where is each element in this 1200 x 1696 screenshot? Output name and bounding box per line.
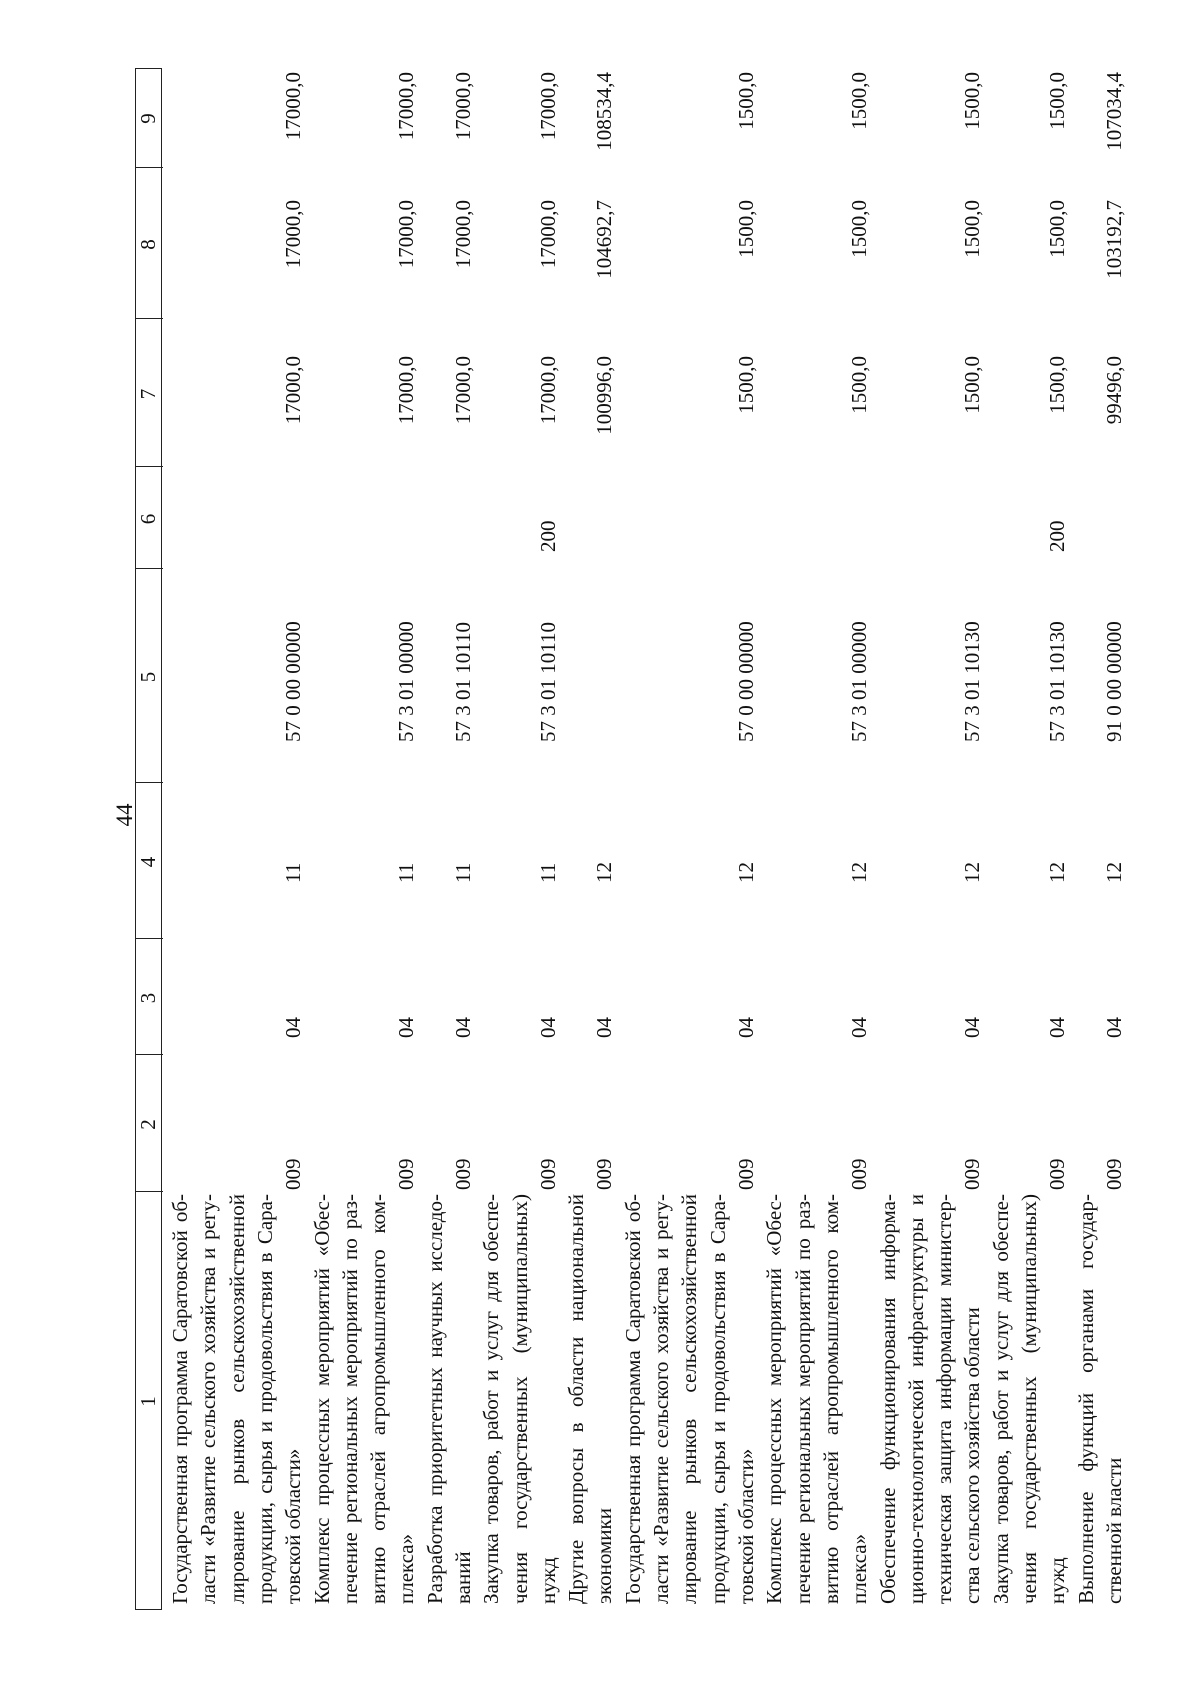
column-header: 3 — [136, 992, 160, 1004]
cell-col-8: 17000,0 — [281, 200, 306, 269]
table-row — [760, 68, 873, 1610]
row-name-line: Обеспечение функционирования информа- — [875, 1194, 900, 1604]
cell-col-4: 12 — [592, 862, 617, 883]
table-row — [166, 68, 308, 1610]
cell-col-9: 1500,0 — [733, 72, 758, 130]
cell-col-8: 1500,0 — [1045, 200, 1070, 258]
row-name-line: Закупка товаров, работ и услуг для обеспе- — [988, 1194, 1013, 1604]
cell-col-9: 1500,0 — [1045, 72, 1070, 130]
cell-col-8: 104692,7 — [592, 200, 617, 279]
cell-col-4: 11 — [281, 862, 306, 883]
cell-col-2: 009 — [592, 1158, 617, 1190]
cell-col-5: 57 0 00 00000 — [281, 621, 306, 742]
cell-col-9: 17000,0 — [394, 72, 419, 141]
cell-col-5: 57 3 01 10110 — [450, 622, 475, 742]
row-name-line: лирование рынков сельскохозяйственной — [677, 1194, 702, 1604]
cell-col-9: 17000,0 — [281, 72, 306, 141]
cell-col-4: 12 — [1045, 862, 1070, 883]
row-name — [760, 1194, 873, 1604]
cell-col-6: 200 — [1045, 520, 1070, 552]
cell-col-3: 04 — [733, 1017, 758, 1038]
cell-col-7: 100996,0 — [592, 356, 617, 435]
row-name — [562, 1194, 619, 1604]
column-header: 6 — [136, 513, 160, 525]
column-header: 1 — [136, 1396, 160, 1407]
cell-col-3: 04 — [1045, 1017, 1070, 1038]
cell-col-9: 108534,4 — [592, 72, 617, 151]
cell-col-2: 009 — [450, 1158, 475, 1190]
cell-col-5: 57 3 01 10130 — [960, 621, 985, 742]
cell-col-4: 12 — [960, 862, 985, 883]
cell-col-7: 1500,0 — [960, 356, 985, 414]
table-row — [1072, 68, 1129, 1610]
row-name-line: ласти «Развитие сельского хозяйства и регу- — [649, 1194, 674, 1604]
rotated-page — [112, 68, 1175, 1610]
cell-col-8: 17000,0 — [450, 200, 475, 269]
cell-col-2: 009 — [281, 1158, 306, 1190]
cell-col-9: 1500,0 — [960, 72, 985, 130]
cell-col-4: 11 — [450, 862, 475, 883]
row-name — [166, 1194, 307, 1604]
row-name-line: нужд — [535, 1557, 560, 1604]
table-row — [562, 68, 619, 1610]
cell-col-2: 009 — [1101, 1158, 1126, 1190]
cell-col-3: 04 — [450, 1017, 475, 1038]
row-name-line: продукции, сырья и продовольствия в Сара- — [252, 1194, 277, 1604]
cell-col-9: 107034,4 — [1101, 72, 1126, 151]
table-row — [308, 68, 421, 1610]
cell-col-4: 12 — [1101, 862, 1126, 883]
cell-col-3: 04 — [281, 1017, 306, 1038]
page-number: 44 — [112, 803, 137, 827]
row-name — [619, 1194, 760, 1604]
row-name — [987, 1194, 1072, 1604]
table-row — [874, 68, 987, 1610]
cell-col-7: 17000,0 — [450, 356, 475, 425]
cell-col-8: 1500,0 — [733, 200, 758, 258]
cell-col-8: 103192,7 — [1101, 200, 1126, 279]
column-header: 7 — [136, 388, 160, 400]
cell-col-3: 04 — [394, 1017, 419, 1038]
row-name-line: ства сельского хозяйства области — [960, 1307, 985, 1604]
cell-col-2: 009 — [535, 1158, 560, 1190]
row-name-line: Комплекс процессных мероприятий «Обес- — [762, 1194, 787, 1604]
cell-col-3: 04 — [535, 1017, 560, 1038]
table-row — [987, 68, 1072, 1610]
column-header: 2 — [136, 1119, 160, 1130]
row-name-line: ственной власти — [1101, 1457, 1126, 1604]
cell-col-7: 1500,0 — [733, 356, 758, 414]
cell-col-8: 17000,0 — [535, 200, 560, 269]
cell-col-6: 200 — [535, 520, 560, 552]
row-name-line: товской области» — [281, 1448, 306, 1604]
cell-col-9: 1500,0 — [847, 72, 872, 130]
column-header: 5 — [136, 671, 160, 683]
row-name-line: печение региональных мероприятий по раз- — [337, 1194, 362, 1604]
row-name-line: плекса» — [394, 1533, 419, 1604]
table-row — [421, 68, 478, 1610]
row-name-line: Закупка товаров, работ и услуг для обеспе- — [479, 1194, 504, 1604]
row-name-line: ционно-технологической инфраструктуры и — [903, 1194, 928, 1604]
row-name-line: экономики — [592, 1508, 617, 1604]
cell-col-5: 57 3 01 10110 — [535, 622, 560, 742]
row-name-line: товской области» — [733, 1448, 758, 1604]
cell-col-9: 17000,0 — [450, 72, 475, 141]
cell-col-5: 57 3 01 00000 — [394, 621, 419, 742]
cell-col-4: 12 — [847, 862, 872, 883]
cell-col-7: 99496,0 — [1101, 356, 1126, 425]
cell-col-7: 1500,0 — [1045, 356, 1070, 414]
row-name-line: витию отраслей агропромышленного ком- — [366, 1194, 391, 1604]
column-header: 9 — [136, 113, 160, 124]
row-name-line: Государственная программа Саратовской об- — [620, 1194, 645, 1604]
row-name-line: ласти «Развитие сельского хозяйства и регу- — [196, 1194, 221, 1604]
row-name — [874, 1194, 987, 1604]
row-name-line: витию отраслей агропромышленного ком- — [818, 1194, 843, 1604]
cell-col-4: 12 — [733, 862, 758, 883]
row-name-line: Комплекс процессных мероприятий «Обес- — [309, 1194, 334, 1604]
row-name — [477, 1194, 562, 1604]
row-name-line: плекса» — [847, 1533, 872, 1604]
row-name — [308, 1194, 421, 1604]
cell-col-7: 1500,0 — [847, 356, 872, 414]
cell-col-3: 04 — [592, 1017, 617, 1038]
cell-col-8: 1500,0 — [960, 200, 985, 258]
cell-col-9: 17000,0 — [535, 72, 560, 141]
table-row — [619, 68, 761, 1610]
cell-col-2: 009 — [960, 1158, 985, 1190]
row-name-line: Разработка приоритетных научных исследо- — [422, 1194, 447, 1604]
column-header: 4 — [136, 856, 160, 868]
cell-col-2: 009 — [1045, 1158, 1070, 1190]
cell-col-7: 17000,0 — [535, 356, 560, 425]
cell-col-5: 57 0 00 00000 — [733, 621, 758, 742]
row-name-line: продукции, сырья и продовольствия в Сара- — [705, 1194, 730, 1604]
cell-col-2: 009 — [847, 1158, 872, 1190]
row-name-line: Выполнение функций органами государ- — [1073, 1194, 1098, 1604]
cell-col-4: 11 — [394, 862, 419, 883]
cell-col-8: 17000,0 — [394, 200, 419, 269]
row-name-line: Другие вопросы в области национальной — [564, 1194, 589, 1604]
cell-col-2: 009 — [733, 1158, 758, 1190]
cell-col-7: 17000,0 — [394, 356, 419, 425]
row-name — [421, 1194, 478, 1604]
row-name-line: нужд — [1045, 1557, 1070, 1604]
row-name — [1072, 1194, 1129, 1604]
row-name-line: техническая защита информации министер- — [932, 1194, 957, 1604]
cell-col-5: 57 3 01 00000 — [847, 621, 872, 742]
table-row — [477, 68, 562, 1610]
column-header: 8 — [136, 239, 160, 250]
cell-col-4: 11 — [535, 862, 560, 883]
cell-col-3: 04 — [960, 1017, 985, 1038]
row-name-line: Государственная программа Саратовской об- — [168, 1194, 192, 1604]
row-name-line: чения государственных (муниципальных) — [1016, 1194, 1041, 1604]
row-name-line: лирование рынков сельскохозяйственной — [224, 1194, 249, 1604]
row-name-line: ваний — [450, 1551, 475, 1604]
row-name-line: чения государственных (муниципальных) — [507, 1194, 532, 1604]
cell-col-3: 04 — [847, 1017, 872, 1038]
cell-col-2: 009 — [394, 1158, 419, 1190]
cell-col-8: 1500,0 — [847, 200, 872, 258]
row-name-line: печение региональных мероприятий по раз- — [790, 1194, 815, 1604]
cell-col-7: 17000,0 — [281, 356, 306, 425]
cell-col-3: 04 — [1101, 1017, 1126, 1038]
cell-col-5: 57 3 01 10130 — [1045, 621, 1070, 742]
cell-col-5: 91 0 00 00000 — [1101, 621, 1126, 742]
